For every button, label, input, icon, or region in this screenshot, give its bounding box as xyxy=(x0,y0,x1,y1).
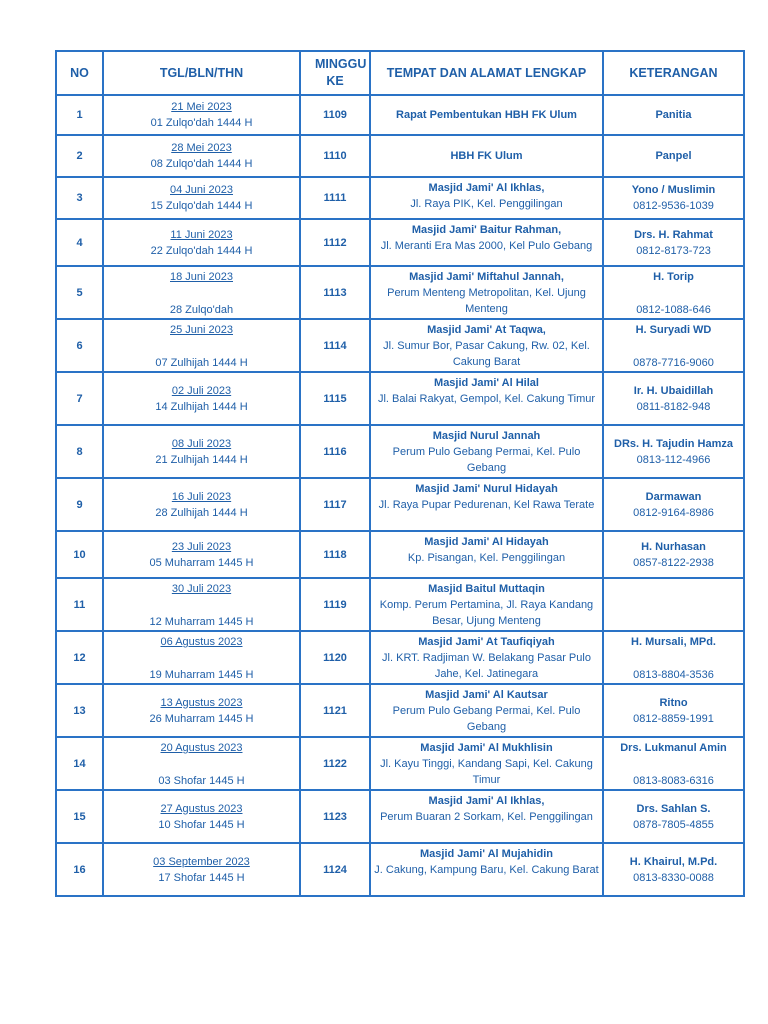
place-name: Masjid Jami' Al Hidayah xyxy=(424,536,549,548)
week-number: 1115 xyxy=(301,373,371,426)
date-cell xyxy=(104,532,301,579)
hijri-date: 19 Muharram 1445 H xyxy=(149,669,254,681)
contact-phone: 0878-7805-4855 xyxy=(633,818,714,831)
info-cell xyxy=(604,685,745,738)
date-cell xyxy=(104,844,301,897)
row-number: 2 xyxy=(57,136,104,178)
table-row xyxy=(57,844,745,897)
contact-name: Panpel xyxy=(655,150,692,162)
hijri-date: 15 Zulqo'dah 1444 H xyxy=(150,200,253,212)
date-cell xyxy=(104,136,301,178)
header-row xyxy=(57,52,745,96)
row-number: 8 xyxy=(57,426,104,479)
contact-name: Drs. Lukmanul Amin xyxy=(620,742,727,754)
table-row xyxy=(57,320,745,373)
place-cell xyxy=(371,373,604,426)
gregorian-date: 27 Agustus 2023 xyxy=(160,802,243,815)
row-number: 10 xyxy=(57,532,104,579)
place-cell xyxy=(371,320,604,373)
place-name: Masjid Baitul Muttaqin xyxy=(428,583,545,595)
place-name: Masjid Jami' Al Ikhlas, xyxy=(428,795,545,807)
gregorian-date: 13 Agustus 2023 xyxy=(160,696,243,709)
place-cell xyxy=(371,579,604,632)
header-week-label: MINGGU KE xyxy=(315,57,367,88)
contact-phone: 0812-9536-1039 xyxy=(633,200,714,212)
place-cell xyxy=(371,426,604,479)
table-row xyxy=(57,426,745,479)
date-cell xyxy=(104,373,301,426)
contact-phone: 0878-7716-9060 xyxy=(633,357,714,369)
date-cell xyxy=(104,320,301,373)
info-cell xyxy=(604,632,745,685)
place-address: Perum Menteng Metropolitan, Kel. Ujung Menteng xyxy=(387,287,586,315)
date-cell xyxy=(104,579,301,632)
gregorian-date: 25 Juni 2023 xyxy=(170,324,233,336)
place-name: Masjid Jami' Al Mujahidin xyxy=(419,848,553,860)
gregorian-date: 08 Juli 2023 xyxy=(171,437,232,450)
contact-name: DRs. H. Tajudin Hamza xyxy=(614,437,733,450)
place-name: Masjid Nurul Jannah xyxy=(432,430,541,442)
header-no: NO xyxy=(57,52,104,96)
place-name: HBH FK Ulum xyxy=(450,150,523,162)
contact-name: H. Nurhasan xyxy=(641,540,706,553)
place-address: Jl. Meranti Era Mas 2000, Kel Pulo Gebang xyxy=(380,240,593,252)
week-number: 1124 xyxy=(301,844,371,897)
table-row xyxy=(57,685,745,738)
contact-name: Ritno xyxy=(659,696,688,709)
place-name: Rapat Pembentukan HBH FK Ulum xyxy=(396,109,577,121)
info-cell xyxy=(604,373,745,426)
hijri-date: 17 Shofar 1445 H xyxy=(158,871,245,884)
contact-phone: 0813-8083-6316 xyxy=(633,775,714,787)
place-address: Jl. Sumur Bor, Pasar Cakung, Rw. 02, Kel. Cakung Barat xyxy=(383,340,590,368)
table-row xyxy=(57,96,745,136)
week-number: 1114 xyxy=(301,320,371,373)
info-cell xyxy=(604,479,745,532)
week-number: 1121 xyxy=(301,685,371,738)
info-cell xyxy=(604,579,745,632)
hijri-date: 01 Zulqo'dah 1444 H xyxy=(150,117,253,129)
row-number: 7 xyxy=(57,373,104,426)
contact-phone: 0812-8859-1991 xyxy=(633,712,714,725)
table-row xyxy=(57,791,745,844)
place-cell xyxy=(371,532,604,579)
place-cell xyxy=(371,844,604,897)
gregorian-date: 11 Juni 2023 xyxy=(170,228,233,241)
table-row xyxy=(57,267,745,320)
contact-name: H. Torip xyxy=(653,271,694,283)
place-name: Masjid Jami' Miftahul Jannah, xyxy=(409,271,564,283)
place-address: Jl. KRT. Radjiman W. Belakang Pasar Pulo Jahe, Kel. Jatinegara xyxy=(382,652,591,680)
place-name: Masjid Jami' Al Mukhlisin xyxy=(420,742,553,754)
row-number: 13 xyxy=(57,685,104,738)
table-row xyxy=(57,373,745,426)
place-cell xyxy=(371,178,604,220)
header-info: KETERANGAN xyxy=(604,52,745,96)
info-cell xyxy=(604,320,745,373)
contact-name: Ir. H. Ubaidillah xyxy=(633,384,714,397)
hijri-date: 21 Zulhijah 1444 H xyxy=(155,453,248,466)
place-cell xyxy=(371,136,604,178)
info-cell xyxy=(604,844,745,897)
row-number: 1 xyxy=(57,96,104,136)
place-cell xyxy=(371,632,604,685)
row-number: 11 xyxy=(57,579,104,632)
info-cell xyxy=(604,96,745,136)
place-cell xyxy=(371,267,604,320)
gregorian-date: 06 Agustus 2023 xyxy=(160,636,243,648)
header-place: TEMPAT DAN ALAMAT LENGKAP xyxy=(371,52,604,96)
week-number: 1116 xyxy=(301,426,371,479)
contact-phone: 0811-8182-948 xyxy=(636,400,711,413)
info-cell xyxy=(604,220,745,267)
contact-name: H. Mursali, MPd. xyxy=(631,636,716,648)
place-address: Jl. Kayu Tinggi, Kandang Sapi, Kel. Cakung Timur xyxy=(380,758,593,786)
row-number: 12 xyxy=(57,632,104,685)
contact-name: H. Suryadi WD xyxy=(635,324,712,336)
contact-name: H. Khairul, M.Pd. xyxy=(629,855,718,868)
place-name: Masjid Jami' At Taqwa, xyxy=(427,324,546,336)
week-number: 1117 xyxy=(301,479,371,532)
contact-name: Panitia xyxy=(655,109,692,121)
place-address: Perum Pulo Gebang Permai, Kel. Pulo Gebang xyxy=(392,705,581,733)
contact-phone: 0813-8804-3536 xyxy=(633,669,714,681)
place-address: Perum Pulo Gebang Permai, Kel. Pulo Gebang xyxy=(392,446,581,474)
table-row xyxy=(57,479,745,532)
contact-name: Drs. H. Rahmat xyxy=(634,228,713,241)
table-row xyxy=(57,579,745,632)
week-number: 1123 xyxy=(301,791,371,844)
place-address: Jl. Raya Pupar Pedurenan, Kel Rawa Terate xyxy=(378,499,595,511)
hijri-date: 28 Zulqo'dah xyxy=(169,304,234,316)
row-number: 6 xyxy=(57,320,104,373)
week-number: 1111 xyxy=(301,178,371,220)
week-number: 1112 xyxy=(301,220,371,267)
info-cell xyxy=(604,178,745,220)
table-row xyxy=(57,632,745,685)
gregorian-date: 16 Juli 2023 xyxy=(171,490,232,503)
contact-phone: 0857-8122-2938 xyxy=(633,556,714,569)
place-address: Komp. Perum Pertamina, Jl. Raya Kandang Besar, Ujung Menteng xyxy=(379,599,594,627)
gregorian-date: 04 Juni 2023 xyxy=(170,184,233,196)
hijri-date: 26 Muharram 1445 H xyxy=(149,712,254,725)
date-cell xyxy=(104,632,301,685)
place-address: Jl. Raya PIK, Kel. Penggilingan xyxy=(410,198,563,210)
week-number: 1120 xyxy=(301,632,371,685)
place-name: Masjid Jami' Nurul Hidayah xyxy=(415,483,558,495)
gregorian-date: 03 September 2023 xyxy=(153,855,250,868)
table-row xyxy=(57,220,745,267)
date-cell xyxy=(104,685,301,738)
contact-phone: 0813-112-4966 xyxy=(636,453,711,466)
hijri-date: 05 Muharram 1445 H xyxy=(149,556,254,569)
contact-phone: 0812-1088-646 xyxy=(636,304,711,316)
table-row xyxy=(57,532,745,579)
schedule-table xyxy=(55,50,745,897)
row-number: 4 xyxy=(57,220,104,267)
date-cell xyxy=(104,426,301,479)
row-number: 3 xyxy=(57,178,104,220)
gregorian-date: 21 Mei 2023 xyxy=(171,101,232,113)
hijri-date: 28 Zulhijah 1444 H xyxy=(155,506,248,519)
place-name: Masjid Jami' Al Ikhlas, xyxy=(428,182,545,194)
place-name: Masjid Jami' Al Hilal xyxy=(434,377,539,389)
contact-name: Darmawan xyxy=(645,490,702,503)
info-cell xyxy=(604,267,745,320)
date-cell xyxy=(104,738,301,791)
gregorian-date: 20 Agustus 2023 xyxy=(160,742,243,754)
gregorian-date: 23 Juli 2023 xyxy=(171,540,232,553)
gregorian-date: 02 Juli 2023 xyxy=(171,384,232,397)
place-name: Masjid Jami' Al Kautsar xyxy=(425,689,548,701)
contact-name: Drs. Sahlan S. xyxy=(636,802,711,815)
row-number: 9 xyxy=(57,479,104,532)
place-address: Jl. Balai Rakyat, Gempol, Kel. Cakung Timur xyxy=(377,393,596,405)
contact-phone: 0813-8330-0088 xyxy=(633,871,714,884)
hijri-date: 03 Shofar 1445 H xyxy=(158,775,245,787)
info-cell xyxy=(604,791,745,844)
gregorian-date: 30 Juli 2023 xyxy=(171,583,232,595)
row-number: 15 xyxy=(57,791,104,844)
gregorian-date: 28 Mei 2023 xyxy=(171,142,232,154)
place-cell xyxy=(371,96,604,136)
info-cell xyxy=(604,426,745,479)
hijri-date: 14 Zulhijah 1444 H xyxy=(155,400,248,413)
date-cell xyxy=(104,479,301,532)
date-cell xyxy=(104,220,301,267)
hijri-date: 08 Zulqo'dah 1444 H xyxy=(150,158,253,170)
row-number: 14 xyxy=(57,738,104,791)
place-cell xyxy=(371,685,604,738)
row-number: 16 xyxy=(57,844,104,897)
date-cell xyxy=(104,178,301,220)
contact-name: Yono / Muslimin xyxy=(631,184,716,196)
date-cell xyxy=(104,96,301,136)
header-date: TGL/BLN/THN xyxy=(104,52,301,96)
place-address: J. Cakung, Kampung Baru, Kel. Cakung Barat xyxy=(374,864,599,876)
place-address: Perum Buaran 2 Sorkam, Kel. Penggilingan xyxy=(380,811,593,823)
place-cell xyxy=(371,738,604,791)
hijri-date: 12 Muharram 1445 H xyxy=(149,616,254,628)
week-number: 1118 xyxy=(301,532,371,579)
place-name: Masjid Jami' At Taufiqiyah xyxy=(418,636,555,648)
week-number: 1109 xyxy=(301,96,371,136)
hijri-date: 10 Shofar 1445 H xyxy=(158,818,245,831)
table-row xyxy=(57,178,745,220)
date-cell xyxy=(104,791,301,844)
info-cell xyxy=(604,738,745,791)
week-number: 1122 xyxy=(301,738,371,791)
table-row xyxy=(57,136,745,178)
place-address: Kp. Pisangan, Kel. Penggilingan xyxy=(407,552,566,564)
week-number: 1113 xyxy=(301,267,371,320)
contact-phone: 0812-9164-8986 xyxy=(633,506,714,519)
info-cell xyxy=(604,532,745,579)
date-cell xyxy=(104,267,301,320)
row-number: 5 xyxy=(57,267,104,320)
place-cell xyxy=(371,791,604,844)
week-number: 1119 xyxy=(301,579,371,632)
place-cell xyxy=(371,220,604,267)
week-number: 1110 xyxy=(301,136,371,178)
table-row xyxy=(57,738,745,791)
gregorian-date: 18 Juni 2023 xyxy=(170,271,233,283)
contact-phone: 0812-8173-723 xyxy=(636,244,711,257)
hijri-date: 22 Zulqo'dah 1444 H xyxy=(150,244,253,257)
place-name: Masjid Jami' Baitur Rahman, xyxy=(411,224,562,236)
place-cell xyxy=(371,479,604,532)
hijri-date: 07 Zulhijah 1444 H xyxy=(155,357,248,369)
header-week xyxy=(301,52,371,96)
info-cell xyxy=(604,136,745,178)
